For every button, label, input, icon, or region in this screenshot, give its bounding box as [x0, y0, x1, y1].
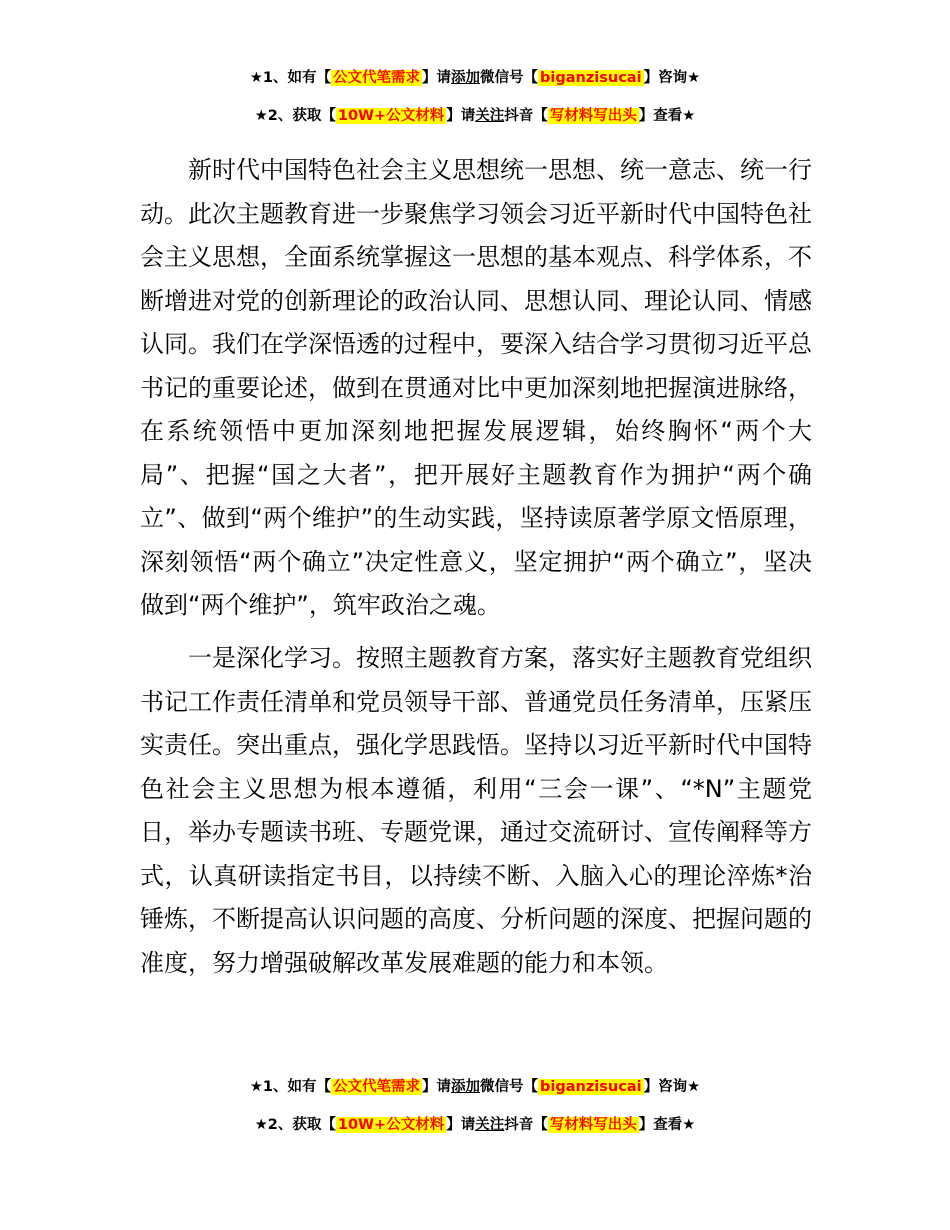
- highlight-materials: 10W+公文材料: [337, 1117, 445, 1133]
- highlight-douyin-account: 写材料写出头: [549, 1117, 637, 1133]
- highlight-wechat-id: biganzisucai: [540, 70, 642, 86]
- footer-notice-line-1: ★1、如有【 公文代笔需求 】请添加微信号【 biganzisucai 】咨询★: [249, 1079, 701, 1095]
- highlight-douyin-account: 写材料写出头: [549, 108, 637, 124]
- body-paragraph-2: 一是深化学习。按照主题教育方案，落实好主题教育党组织书记工作责任清单和党员领导干部、普通党员任务清单，压紧压实责任。突出重点，强化学思践悟。坚持以习近平新时代中国特色社会主义思想为根本遵循，利用“三会一课”、“*N”主题党日，举办专题读书班、专题党课，通过交流研讨、宣传阐释等方式，认真研读指定书目，以持续不断、入脑入心的理论淬炼*治锤炼，不断提高认识问题的高度、分析问题的深度、把握问题的准度，努力增强破解改革发展难题的能力和本领。: [140, 644, 812, 977]
- footer-notice-line-2: ★2、获取【 10W+公文材料 】请关注抖音【 写材料写出头 】查看★: [254, 1117, 696, 1133]
- highlight-wechat-id: biganzisucai: [540, 1079, 642, 1095]
- header-notice-line-1: ★1、如有【 公文代笔需求 】请添加微信号【 biganzisucai 】咨询★: [249, 70, 701, 86]
- body-paragraph-1: 新时代中国特色社会主义思想统一思想、统一意志、统一行动。此次主题教育进一步聚焦学习领会习近平新时代中国特色社会主义思想，全面系统掌握这一思想的基本观点、科学体系，不断增进对党的创新理论的政治认同、思想认同、理论认同、情感认同。我们在学深悟透的过程中，要深入结合学习贯彻习近平总书记的重要论述，做到在贯通对比中更加深刻地把握演进脉络，在系统领悟中更加深刻地把握发展逻辑，始终胸怀“两个大局”、把握“国之大者”，把开展好主题教育作为拥护“两个确立”、做到“两个维护”的生动实践，坚持读原著学原文悟原理，深刻领悟“两个确立”决定性意义，坚定拥护“两个确立”，坚决做到“两个维护”，筑牢政治之魂。: [140, 156, 812, 619]
- highlight-writing-service: 公文代笔需求: [333, 1079, 421, 1095]
- highlight-writing-service: 公文代笔需求: [333, 70, 421, 86]
- highlight-materials: 10W+公文材料: [337, 108, 445, 124]
- header-notice-line-2: ★2、获取【 10W+公文材料 】请关注抖音【 写材料写出头 】查看★: [254, 108, 696, 124]
